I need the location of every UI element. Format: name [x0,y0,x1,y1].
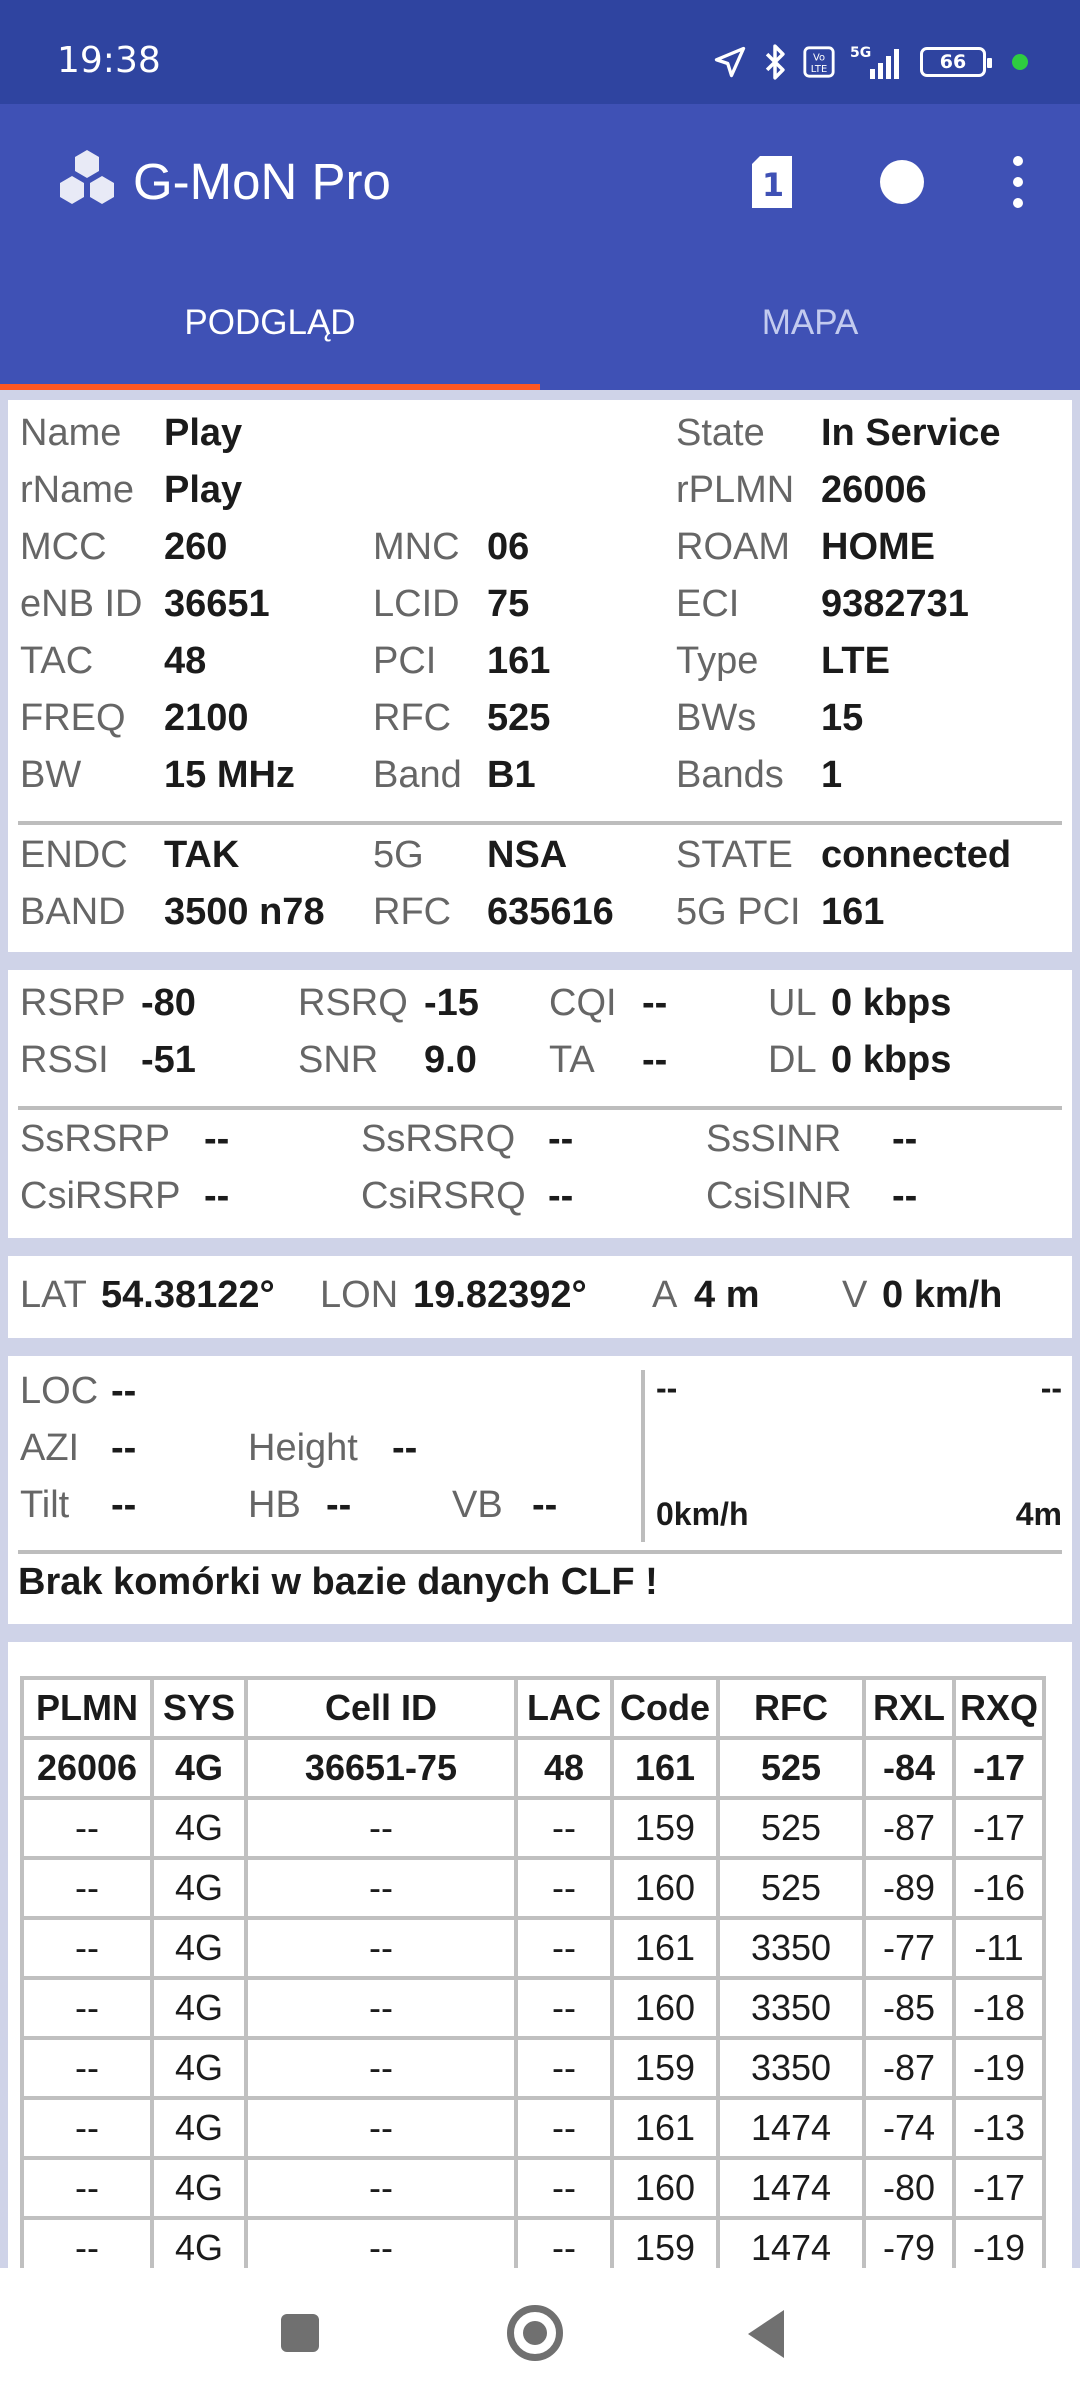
type-label: Type [676,640,759,682]
table-cell: -79 [864,2218,954,2268]
a-label: A [652,1274,678,1316]
pci5g-value: 161 [821,891,885,933]
rsrp-value: -80 [141,982,196,1024]
hb-label: HB [248,1484,301,1526]
table-cell: 159 [612,1798,718,1858]
ul-label: UL [768,982,817,1024]
table-cell: 160 [612,1858,718,1918]
table-cell: 4G [152,2038,246,2098]
table-cell: -11 [954,1918,1044,1978]
table-cell: -- [22,1918,152,1978]
signal-5g-icon [850,43,906,81]
table-cell: -- [22,2098,152,2158]
roam-label: ROAM [676,526,790,568]
status-icons [712,42,1028,82]
tac-label: TAC [20,640,94,682]
dl-label: DL [768,1039,817,1081]
lon-label: LON [320,1274,399,1316]
site-card [8,1356,1072,1624]
v-value: 0 km/h [882,1274,1003,1316]
table-row [22,2218,1044,2268]
loc-value: -- [111,1370,137,1412]
table-cell: 525 [718,1738,864,1798]
table-cell: 4G [152,1918,246,1978]
band2-value: 3500 n78 [164,891,325,933]
mnc-label: MNC [373,526,460,568]
app-bar [0,104,1080,256]
tac-value: 48 [164,640,207,682]
bands-label: Bands [676,754,784,796]
enb-value: 36651 [164,583,270,625]
table-row [22,1738,1044,1798]
table-cell: -- [516,2158,612,2218]
cqi-value: -- [642,982,668,1024]
location-arrow-icon [712,44,748,80]
rfc-label: RFC [373,697,452,739]
snr-value: 9.0 [424,1039,477,1081]
table-cell: -- [246,2158,516,2218]
table-cell: 525 [718,1798,864,1858]
tab-mapa[interactable]: MAPA [761,303,859,342]
csirsrq-label: CsiRSRQ [361,1175,526,1217]
lcid-label: LCID [373,583,460,625]
table-cell: 159 [612,2038,718,2098]
sssinr-value: -- [892,1118,918,1160]
height-label: Height [248,1427,358,1469]
table-row [22,2158,1044,2218]
table-cell: -- [246,1918,516,1978]
table-cell: 4G [152,1978,246,2038]
table-cell: 4G [152,2218,246,2268]
tilt-label: Tilt [20,1484,70,1526]
location-card [8,1256,1072,1338]
lcid-value: 75 [487,583,530,625]
col-sys: SYS [152,1678,246,1738]
table-cell: 4G [152,1738,246,1798]
table-cell: -17 [954,1798,1044,1858]
pci-value: 161 [487,640,551,682]
svg-text:5G: 5G [850,45,872,61]
table-cell: 36651-75 [246,1738,516,1798]
table-cell: -85 [864,1978,954,2038]
table-cell: 3350 [718,1918,864,1978]
table-cell: 26006 [22,1738,152,1798]
table-cell: -- [22,1798,152,1858]
table-cell: -- [246,2218,516,2268]
band-value: B1 [487,754,536,796]
lat-label: LAT [20,1274,87,1316]
eci-label: ECI [676,583,740,625]
table-cell: -- [516,2098,612,2158]
home-button[interactable] [507,2305,563,2361]
table-cell: -- [22,2218,152,2268]
battery-icon: 66 [920,47,986,77]
col-lac: LAC [516,1678,612,1738]
state-label: State [676,412,765,454]
privacy-dot-icon [1012,54,1028,70]
table-cell: -13 [954,2098,1044,2158]
app-title: G-MoN Pro [133,153,391,210]
table-cell: -18 [954,1978,1044,2038]
eci-value: 9382731 [821,583,969,625]
table-row [22,2098,1044,2158]
table-cell: 4G [152,2158,246,2218]
table-row [22,1918,1044,1978]
vb-value: -- [532,1484,558,1526]
vertical-divider [641,1370,645,1542]
col-code: Code [612,1678,718,1738]
tilt-value: -- [111,1484,137,1526]
mcc-label: MCC [20,526,107,568]
vb-label: VB [452,1484,503,1526]
name-value: Play [164,412,243,454]
rssi-value: -51 [141,1039,196,1081]
snr-label: SNR [298,1039,379,1081]
svg-text:1: 1 [761,166,785,204]
table-cell: -16 [954,1858,1044,1918]
table-cell: -17 [954,1738,1044,1798]
table-cell: 160 [612,1978,718,2038]
endc-label: ENDC [20,834,128,876]
rname-label: rName [20,469,135,511]
freq-value: 2100 [164,697,249,739]
ul-value: 0 kbps [831,982,952,1024]
enb-label: eNB ID [20,583,143,625]
table-cell: 161 [612,2098,718,2158]
speed-graph-top-left: -- [656,1370,678,1406]
speed-graph-top-right: -- [1040,1370,1062,1406]
pci-label: PCI [373,640,437,682]
col-cell-id: Cell ID [246,1678,516,1738]
roam-value: HOME [821,526,935,568]
lon-value: 19.82392° [413,1274,587,1316]
table-cell: -74 [864,2098,954,2158]
bands-value: 1 [821,754,843,796]
neighbor-cells-card [8,1642,1072,2268]
azi-label: AZI [20,1427,80,1469]
table-cell: 1474 [718,2158,864,2218]
table-cell: -17 [954,2158,1044,2218]
table-row [22,1978,1044,2038]
type-value: LTE [821,640,890,682]
table-header-row [22,1678,1044,1738]
rfc-value: 525 [487,697,551,739]
band-label: Band [373,754,462,796]
table-cell: 160 [612,2158,718,2218]
more-options-icon[interactable] [1005,156,1031,208]
back-button[interactable] [748,2310,784,2358]
table-cell: 4G [152,1858,246,1918]
home-icon [523,2321,547,2345]
csirsrq-value: -- [548,1175,574,1217]
table-cell: -- [516,1798,612,1858]
table-row [22,1858,1044,1918]
rfc2-label: RFC [373,891,452,933]
volte-icon [802,45,836,79]
ssrsrp-label: SsRSRP [20,1118,170,1160]
rname-value: Play [164,469,243,511]
table-cell: -- [22,2158,152,2218]
name-label: Name [20,412,122,454]
a-value: 4 m [694,1274,760,1316]
v-label: V [842,1274,868,1316]
dl-value: 0 kbps [831,1039,952,1081]
table-cell: 3350 [718,2038,864,2098]
table-cell: -87 [864,2038,954,2098]
col-rfc: RFC [718,1678,864,1738]
height-value: -- [392,1427,418,1469]
lat-value: 54.38122° [101,1274,275,1316]
table-row [22,1798,1044,1858]
rsrp-label: RSRP [20,982,126,1024]
cqi-label: CQI [549,982,617,1024]
table-cell: 4G [152,1798,246,1858]
col-rxq: RXQ [954,1678,1044,1738]
rplmn-label: rPLMN [676,469,795,511]
endc-value: TAK [164,834,240,876]
table-cell: -- [516,1858,612,1918]
svg-text:LTE: LTE [810,63,828,75]
navigation-bar [0,2268,1080,2400]
ta-label: TA [549,1039,595,1081]
freq-label: FREQ [20,697,126,739]
mcc-value: 260 [164,526,228,568]
sim-card-icon[interactable] [748,154,796,210]
table-cell: 3350 [718,1978,864,2038]
table-cell: 161 [612,1738,718,1798]
neighbor-cells-table [20,1676,1046,2268]
status-bar [0,0,1080,104]
table-cell: 1474 [718,2098,864,2158]
table-cell: -19 [954,2218,1044,2268]
clf-message: Brak komórki w bazie danych CLF ! [18,1561,658,1603]
speed-readout: 0km/h [656,1496,749,1532]
col-plmn: PLMN [22,1678,152,1738]
ssrsrq-label: SsRSRQ [361,1118,516,1160]
csirsrp-label: CsiRSRP [20,1175,181,1217]
ssrsrq-value: -- [548,1118,574,1160]
table-cell: -80 [864,2158,954,2218]
table-cell: -77 [864,1918,954,1978]
table-cell: -89 [864,1858,954,1918]
table-cell: -- [22,2038,152,2098]
status-time: 19:38 [57,40,161,81]
distance-readout: 4m [1015,1496,1062,1532]
azi-value: -- [111,1427,137,1469]
bw-label: BW [20,754,82,796]
table-cell: -84 [864,1738,954,1798]
table-cell: -- [22,1978,152,2038]
app-logo-icon [52,148,122,216]
rplmn-value: 26006 [821,469,927,511]
band2-label: BAND [20,891,126,933]
table-cell: -- [22,1858,152,1918]
loc-label: LOC [20,1370,99,1412]
mnc-value: 06 [487,526,530,568]
table-cell: -- [246,1798,516,1858]
table-cell: -- [516,2218,612,2268]
signal-card [8,970,1072,1238]
state-value: In Service [821,412,1001,454]
ta-value: -- [642,1039,668,1081]
table-cell: -- [516,1918,612,1978]
table-cell: 161 [612,1918,718,1978]
recents-button[interactable] [281,2314,319,2352]
table-row [22,2038,1044,2098]
table-cell: -- [246,2038,516,2098]
state2-label: STATE [676,834,793,876]
table-cell: -- [246,2098,516,2158]
sssinr-label: SsSINR [706,1118,842,1160]
fiveg-label: 5G [373,834,424,876]
csisinr-label: CsiSINR [706,1175,852,1217]
ssrsrp-value: -- [204,1118,230,1160]
table-cell: -- [516,2038,612,2098]
col-rxl: RXL [864,1678,954,1738]
table-cell: 159 [612,2218,718,2268]
table-cell: 4G [152,2098,246,2158]
bluetooth-icon [762,43,788,81]
fiveg-value: NSA [487,834,568,876]
table-cell: -- [246,1978,516,2038]
table-cell: -- [516,1978,612,2038]
table-cell: -- [246,1858,516,1918]
divider [18,1106,1062,1110]
table-cell: 1474 [718,2218,864,2268]
bws-value: 15 [821,697,864,739]
rfc2-value: 635616 [487,891,614,933]
hb-value: -- [326,1484,352,1526]
table-cell: 48 [516,1738,612,1798]
bw-value: 15 MHz [164,754,295,796]
pci5g-label: 5G PCI [676,891,801,933]
csirsrp-value: -- [204,1175,230,1217]
state2-value: connected [821,834,1012,876]
table-cell: 525 [718,1858,864,1918]
csisinr-value: -- [892,1175,918,1217]
tab-bar [0,256,1080,390]
divider [18,1550,1062,1554]
cell-info-card [8,400,1072,952]
svg-text:Vo: Vo [812,52,826,64]
table-cell: -87 [864,1798,954,1858]
bws-label: BWs [676,697,757,739]
divider [18,821,1062,825]
rsrq-value: -15 [424,982,479,1024]
record-button[interactable] [880,160,924,204]
table-cell: -19 [954,2038,1044,2098]
rsrq-label: RSRQ [298,982,408,1024]
tab-podglad[interactable]: PODGLĄD [0,256,540,390]
rssi-label: RSSI [20,1039,109,1081]
